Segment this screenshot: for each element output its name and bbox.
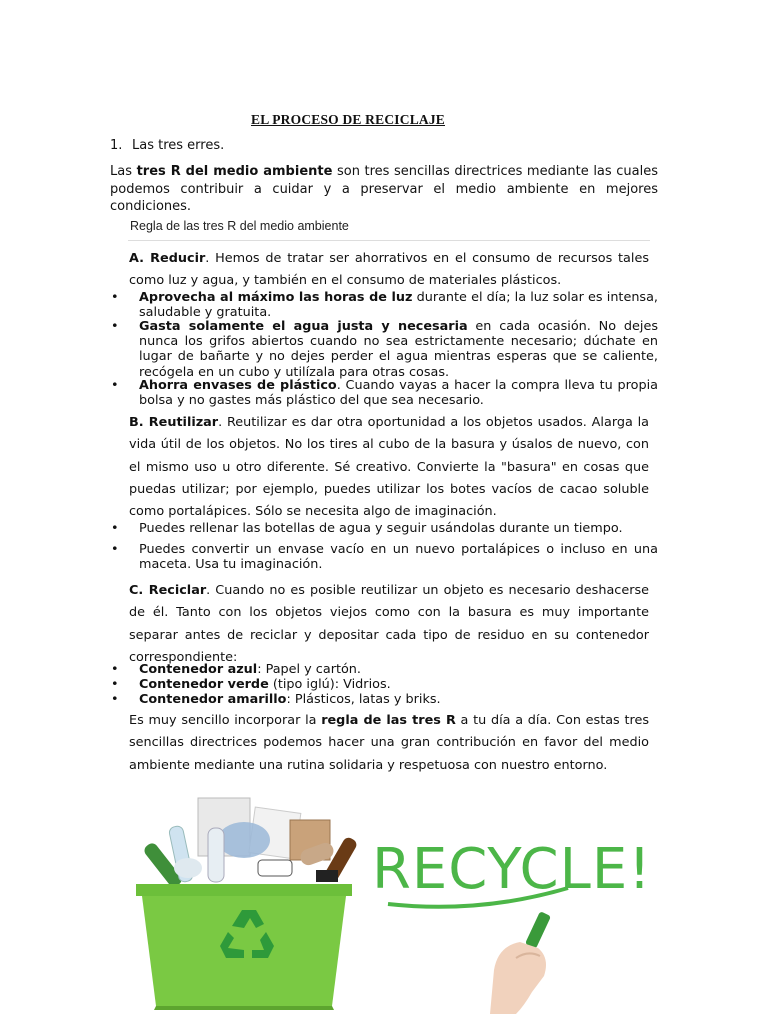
list-item	[111, 677, 658, 692]
closing-paragraph	[129, 710, 649, 777]
intro-paragraph	[110, 163, 658, 216]
section-heading	[110, 138, 224, 153]
section-number: 1.	[110, 138, 123, 153]
reciclar-text: . Cuando no es posible reutilizar un objeto es necesario deshacerse de él. Tanto con los objetos viejos como con la basura es muy importante separar antes de reciclar y depositar cada tipo de residuo en su contenedor correspondiente:	[129, 583, 650, 665]
bullet: •	[111, 542, 119, 557]
intro-pre: Las	[110, 164, 137, 179]
bullet-bold: Contenedor amarillo	[139, 692, 287, 707]
list-item	[111, 542, 658, 572]
recycling-illustration	[120, 792, 648, 1014]
bullet: •	[111, 692, 119, 707]
bullet: •	[111, 378, 119, 393]
divider	[128, 240, 650, 241]
intro-bold: tres R del medio ambiente	[136, 164, 333, 179]
intro-post: son tres sencillas directrices mediante las cuales podemos contribuir a cuidar y a preservar el medio ambiente en mejores condiciones.	[110, 164, 658, 214]
waste-items	[142, 798, 358, 889]
bullet: •	[111, 677, 119, 692]
bullet-text: : Papel y cartón.	[257, 662, 361, 677]
bullet-bold: Aprovecha al máximo las horas de luz	[139, 290, 413, 305]
section-label: Las tres erres.	[132, 138, 225, 153]
bullet: •	[111, 290, 119, 305]
rule-heading: Regla de las tres R del medio ambiente	[130, 219, 349, 233]
bullet-bold: Ahorra envases de plástico	[139, 378, 337, 393]
bullet: •	[111, 521, 119, 536]
list-item	[111, 378, 658, 408]
reutilizar-paragraph	[129, 412, 649, 523]
reducir-paragraph	[129, 248, 649, 293]
recycling-bin	[136, 884, 352, 1010]
bullet-text: (tipo iglú): Vidrios.	[268, 677, 391, 692]
recycling-illustration-svg	[120, 792, 648, 1014]
document-title: EL PROCESO DE RECICLAJE	[250, 112, 445, 127]
bullet-text: en cada ocasión. No dejes nunca los grifos abiertos cuando no sea estrictamente necesario; dúchate en lugar de bañarte y no dejes perder el agua mientras esperas que se caliente, recógela en un cubo y utilízala para otras cosas.	[139, 319, 658, 380]
bullet-text: . Cuando vayas a hacer la compra lleva tu propia bolsa y no gastes más plástico del que sea necesario.	[139, 378, 658, 409]
list-item	[111, 290, 658, 320]
closing-bold: regla de las tres R	[321, 713, 456, 728]
reutilizar-label: B. Reutilizar	[129, 415, 219, 430]
reducir-text: . Hemos de tratar ser ahorrativos en el consumo de recursos tales como luz y agua, y también en el consumo de materiales plásticos.	[129, 251, 649, 289]
list-item	[111, 692, 658, 707]
bullet-bold: Contenedor azul	[139, 662, 258, 677]
closing-post: a tu día a día. Con estas tres sencillas directrices podemos hacer una gran contribución en favor del medio ambiente mediante una rutina solidaria y respetuosa con nuestro entorno.	[129, 713, 649, 773]
bullet-bold: Gasta solamente el agua justa y necesaria	[139, 319, 468, 334]
reducir-label: A. Reducir	[129, 251, 206, 266]
bullet-text: Puedes rellenar las botellas de agua y seguir usándolas durante un tiempo.	[139, 521, 623, 536]
bullet: •	[111, 319, 119, 334]
bullet-text: : Plásticos, latas y briks.	[286, 692, 441, 707]
bullet-bold: Contenedor verde	[139, 677, 269, 692]
reciclar-paragraph	[129, 580, 649, 669]
reutilizar-text: . Reutilizar es dar otra oportunidad a los objetos usados. Alarga la vida útil de los objetos. No los tires al cubo de la basura y úsalos de nuevo, con el mismo uso u otro diferente. Sé creativo. Convierte la "basura" en cosas que puedas utilizar; por ejemplo, puedes utilizar los botes vacíos de cacao soluble como portalápices. Sólo se necesita algo de imaginación.	[129, 415, 650, 520]
list-item	[111, 521, 658, 536]
list-item	[111, 319, 658, 380]
closing-pre: Es muy sencillo incorporar la	[129, 713, 322, 728]
bullet-text: Puedes convertir un envase vacío en un nuevo portalápices o incluso en una maceta. Usa tu imaginación.	[139, 542, 658, 573]
reciclar-label: C. Reciclar	[129, 583, 207, 598]
list-item	[111, 662, 658, 677]
hand-holding-marker	[490, 911, 551, 1014]
bullet-text: durante el día; la luz solar es intensa, saludable y gratuita.	[139, 290, 659, 321]
bullet: •	[111, 662, 119, 677]
recycle-word: RECYCLE!	[372, 837, 648, 902]
